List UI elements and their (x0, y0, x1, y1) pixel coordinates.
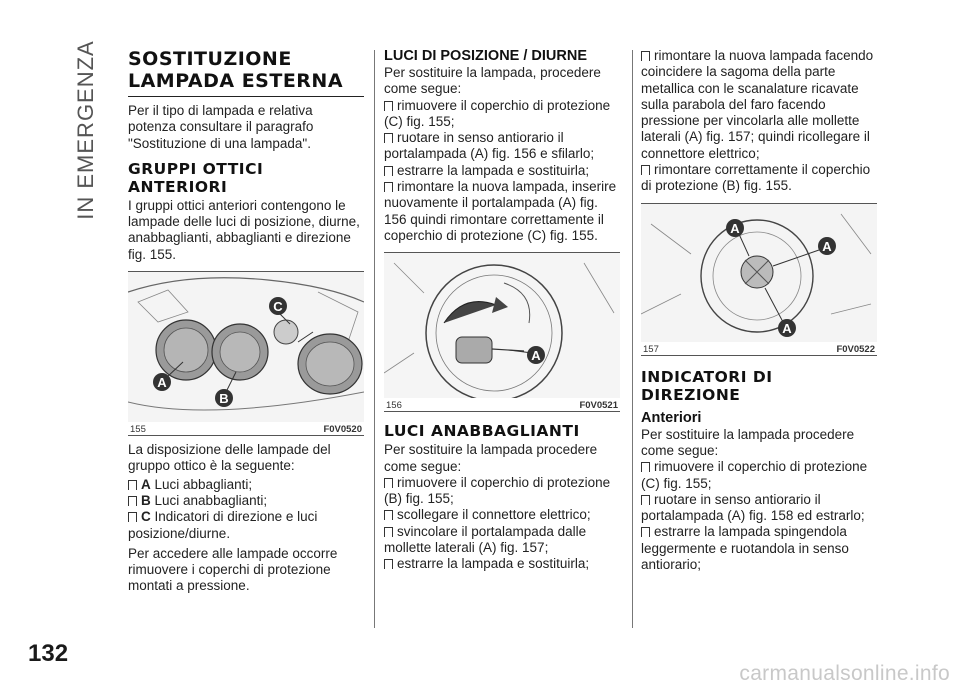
bullet-icon (641, 462, 650, 472)
figure-155 (128, 271, 364, 436)
callout-c-label: C (273, 299, 283, 315)
callout-b-label: B (219, 391, 229, 407)
closing-text: Per accedere alle lampade occorre rimuovere i coperchi di protezione montati a pressione. (128, 545, 338, 594)
section-heading-line2: DIREZIONE (641, 385, 741, 404)
section-text: I gruppi ottici anteriori contengono le lampade delle luci di posizione, diurne, anabbaglianti, abbaglianti e direzione fig. 155. (128, 197, 360, 262)
bullet-icon (641, 527, 650, 537)
watermark-site: carmanualsonline.info (739, 662, 950, 685)
bullet-icon (384, 478, 393, 488)
bullet-icon (641, 51, 650, 61)
heading-title-line2: LAMPADA ESTERNA (128, 70, 364, 97)
bullet-icon (641, 495, 650, 505)
bullet-icon (128, 496, 137, 506)
list-item: C Indicatori di direzione e luci posizione/diurne. (128, 509, 318, 541)
list-item: svincolare il portalampada dalle mollette laterali (A) fig. 157; (384, 523, 587, 556)
section-heading-line1: INDICATORI DI (641, 367, 773, 386)
figure-number: 157 (643, 343, 659, 355)
bulb-clips-illustration (641, 204, 877, 342)
figure-156 (384, 252, 620, 412)
bullet-icon (128, 512, 137, 522)
callout-a-label: A (531, 348, 541, 364)
bullet-icon (384, 182, 393, 192)
list-item: ruotare in senso antiorario il portalampada (A) fig. 158 ed estrarlo; (641, 491, 865, 524)
list-item: estrarre la lampada spingendola leggermente e ruotandola in senso antiorario; (641, 524, 849, 573)
list-item: A Luci abbaglianti; (128, 477, 364, 493)
bullet-icon (384, 559, 393, 569)
list-item: rimontare la nuova lampada, inserire nuovamente il portalampada (A) fig. 156 quindi rimontare correttamente il coperchio di protezione (C) fig. 155. (384, 179, 617, 243)
list-item: rimuovere il coperchio di protezione (B) fig. 155; (384, 474, 611, 507)
callout-a-label: A (157, 375, 167, 391)
intro-text: Per il tipo di lampada e relativa potenza consultare il paragrafo "Sostituzione di una lampada". (128, 103, 314, 151)
figure-code: F0V0520 (323, 424, 362, 436)
figure-number: 155 (130, 424, 146, 436)
bullet-icon (384, 101, 393, 111)
column-2 (384, 48, 620, 573)
bullet-icon (384, 510, 393, 520)
section-heading-line2: ANTERIORI (128, 177, 228, 196)
bullet-icon (384, 166, 393, 176)
figure-code: F0V0522 (836, 343, 875, 355)
layout-intro: La disposizione delle lampade del gruppo ottico è la seguente: (128, 442, 331, 474)
figure-caption (128, 422, 364, 435)
list-item: estrarre la lampada e sostituirla; (384, 163, 620, 179)
list-item: B Luci anabbaglianti; (128, 493, 364, 509)
bullet-icon (384, 133, 393, 143)
subsection-heading: Anteriori (641, 409, 702, 426)
chapter-title: IN EMERGENZA (73, 40, 98, 220)
section-intro: Per sostituire la lampada procedere come segue: (384, 442, 598, 474)
list-item: estrarre la lampada e sostituirla; (384, 556, 620, 572)
bullet-icon (641, 165, 650, 175)
list-item: rimontare la nuova lampada facendo coincidere la sagoma della parte metallica con le scanalature ricavate sulla parabola del faro facendo pressione per vincolarla alle mollette laterali (A) fig. 157; quindi ricollegare il connettore elettrico; (641, 48, 874, 161)
figure-code: F0V0521 (579, 400, 618, 412)
column-1 (128, 48, 364, 595)
figure-number: 156 (386, 400, 402, 412)
list-item: rimuovere il coperchio di protezione (C) fig. 155; (384, 97, 611, 129)
list-item: rimuovere il coperchio di protezione (C) fig. 155; (641, 459, 868, 491)
section-heading: LUCI ANABBAGLIANTI (384, 422, 580, 441)
page-number: 132 (28, 640, 69, 667)
callout-a-label: A (730, 220, 740, 236)
callout-a-label: A (822, 238, 832, 254)
chapter-side-tab (66, 40, 106, 220)
bullet-icon (128, 480, 137, 490)
column-3 (641, 48, 877, 573)
section-heading-line1: GRUPPI OTTICI (128, 159, 264, 178)
heading-title-line1: SOSTITUZIONE (128, 48, 292, 70)
callout-a-label: A (782, 320, 792, 336)
section-intro: Per sostituire la lampada procedere come segue: (641, 426, 855, 458)
list-item: rimontare correttamente il coperchio di protezione (B) fig. 155. (641, 162, 871, 194)
list-item: ruotare in senso antiorario il portalampada (A) fig. 156 e sfilarlo; (384, 130, 595, 162)
list-item: scollegare il connettore elettrico; (384, 507, 620, 523)
intro-text: Per sostituire la lampada, procedere come segue: (384, 65, 601, 97)
headlight-illustration (128, 272, 364, 422)
bulb-holder-illustration (384, 253, 620, 398)
figure-caption (641, 342, 877, 355)
bullet-icon (384, 527, 393, 537)
section-heading: LUCI DI POSIZIONE / DIURNE (384, 48, 588, 64)
column-divider (632, 50, 633, 628)
column-divider (374, 50, 375, 628)
figure-caption (384, 398, 620, 411)
figure-157 (641, 203, 877, 356)
